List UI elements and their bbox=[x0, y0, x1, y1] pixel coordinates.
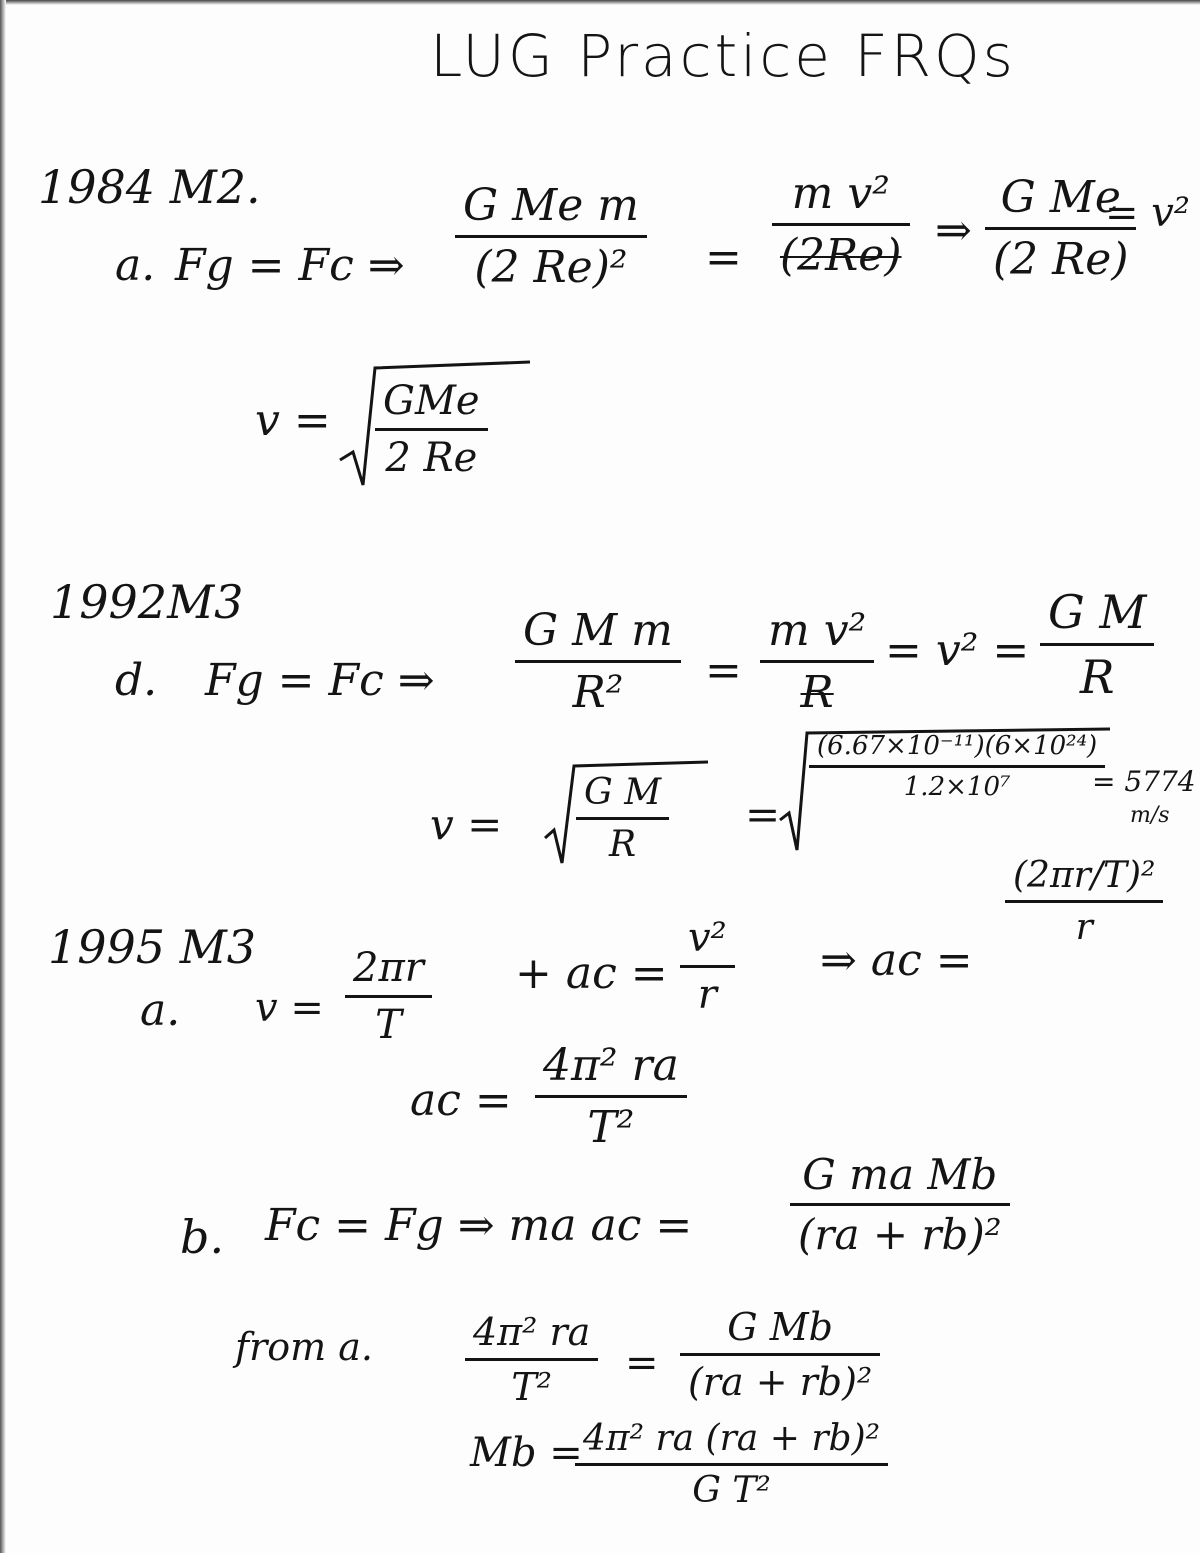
fraction-4pi2ra-t2-b bbox=[465, 1310, 598, 1409]
equation-fg-fc: Fg = Fc ⇒ bbox=[175, 240, 405, 291]
numerator: m v² bbox=[768, 605, 867, 656]
fraction-bar bbox=[465, 1358, 598, 1361]
numerator: G ma Mb bbox=[802, 1150, 998, 1199]
sqrt-gme-2re bbox=[335, 360, 535, 490]
denominator: (2 Re) bbox=[993, 234, 1129, 285]
fraction-bar bbox=[680, 1353, 880, 1356]
fraction-bar bbox=[455, 235, 647, 238]
fraction-bar bbox=[790, 1203, 1010, 1206]
numerator: G M m bbox=[523, 605, 673, 656]
denominator: T² bbox=[587, 1102, 635, 1153]
denominator: G T² bbox=[692, 1470, 771, 1511]
fraction-bar bbox=[576, 817, 669, 820]
fraction-gm-r bbox=[1040, 585, 1154, 704]
equation-fc-fg: Fc = Fg ⇒ ma ac = bbox=[265, 1200, 693, 1251]
v-equals-2: v = bbox=[430, 800, 503, 849]
denominator: R bbox=[608, 824, 637, 865]
equals-sign: = bbox=[745, 790, 781, 839]
problem-label-1995: 1995 M3 bbox=[48, 920, 257, 974]
v-equals: v = bbox=[255, 395, 331, 446]
denominator: R² bbox=[572, 667, 624, 718]
fraction-bar bbox=[772, 223, 910, 226]
fraction-bar bbox=[680, 965, 735, 968]
numerator: m v² bbox=[791, 168, 890, 219]
numerator: G Me m bbox=[463, 180, 639, 231]
part-b-label: b. bbox=[180, 1210, 225, 1264]
equation-fg-fc-2: Fg = Fc ⇒ bbox=[205, 655, 435, 706]
fraction-bar bbox=[535, 1095, 687, 1098]
fraction-2pir-t-squared-over-r bbox=[1005, 855, 1163, 948]
sqrt-numeric bbox=[775, 725, 1115, 855]
fraction-bar bbox=[1040, 643, 1154, 646]
fraction-bar bbox=[575, 1463, 888, 1466]
part-d-label: d. bbox=[115, 655, 158, 706]
denominator: (ra + rb)² bbox=[798, 1210, 1002, 1259]
fraction-bar bbox=[375, 428, 488, 431]
paper-left-edge bbox=[0, 0, 6, 1553]
fraction-bar bbox=[515, 660, 681, 663]
equals-v2: = v² bbox=[1105, 190, 1190, 236]
numerator: G Mb bbox=[727, 1305, 833, 1349]
denominator: T² bbox=[511, 1365, 552, 1409]
part-a-label-2: a. bbox=[140, 985, 181, 1036]
v-equals-3: v = bbox=[255, 985, 324, 1031]
implies-ac-equals: ⇒ ac = bbox=[820, 935, 973, 986]
numerator: 4π² ra bbox=[543, 1040, 679, 1091]
fraction-gmm-r2 bbox=[515, 605, 681, 718]
sqrt-gm-r bbox=[540, 758, 710, 868]
fraction-2pir-t bbox=[345, 945, 432, 1048]
denominator: (ra + rb)² bbox=[688, 1360, 873, 1404]
fraction-under-root bbox=[809, 731, 1105, 802]
fraction-bar bbox=[1005, 900, 1163, 903]
numerator: 4π² ra bbox=[473, 1310, 591, 1354]
fraction-bar bbox=[345, 995, 432, 998]
ac-equals: ac = bbox=[410, 1075, 512, 1126]
equals-sign: = bbox=[705, 645, 742, 696]
fraction-under-root bbox=[576, 772, 669, 865]
fraction-gmem bbox=[455, 180, 647, 293]
fraction-bar bbox=[809, 765, 1105, 768]
paper-top-edge bbox=[0, 0, 1200, 5]
denominator: T bbox=[375, 1002, 402, 1048]
denominator: (2 Re)² bbox=[474, 242, 628, 293]
fraction-gmb bbox=[680, 1305, 880, 1404]
part-a-label: a. bbox=[115, 240, 156, 291]
fraction-gmamb bbox=[790, 1150, 1010, 1259]
fraction-bar bbox=[760, 660, 874, 663]
page-title: LUG Practice FRQs bbox=[430, 22, 1016, 90]
implies-arrow: ⇒ bbox=[935, 205, 972, 256]
plus-ac-equals: + ac = bbox=[515, 948, 668, 999]
numerator: v² bbox=[688, 915, 727, 961]
problem-label-1984: 1984 M2. bbox=[38, 160, 261, 214]
numerator: G M bbox=[1048, 585, 1147, 639]
denominator: 1.2×10⁷ bbox=[903, 772, 1011, 802]
from-a-note: from a. bbox=[235, 1325, 373, 1369]
denominator: r bbox=[1075, 907, 1093, 948]
denominator: 2 Re bbox=[385, 435, 478, 481]
equals-sign: = bbox=[705, 232, 742, 283]
denominator: R bbox=[800, 667, 834, 718]
denominator: r bbox=[697, 972, 717, 1018]
numerator: G M bbox=[584, 772, 662, 813]
equals-sign: = bbox=[625, 1340, 659, 1386]
numerator: G Me bbox=[1000, 172, 1121, 223]
numerator: (2πr/T)² bbox=[1013, 855, 1156, 896]
numerator: 4π² ra (ra + rb)² bbox=[583, 1418, 881, 1459]
denominator: R bbox=[1079, 650, 1115, 704]
fraction-mb-result bbox=[575, 1418, 888, 1511]
numerator: (6.67×10⁻¹¹)(6×10²⁴) bbox=[817, 731, 1098, 761]
velocity-unit: m/s bbox=[1130, 803, 1170, 828]
fraction-4pi2ra-t2 bbox=[535, 1040, 687, 1153]
fraction-v2-r bbox=[680, 915, 735, 1018]
mb-equals: Mb = bbox=[470, 1430, 583, 1476]
velocity-result: = 5774 bbox=[1092, 765, 1196, 798]
problem-label-1992: 1992M3 bbox=[50, 575, 244, 629]
numerator: GMe bbox=[383, 378, 480, 424]
equals-v2-equals: = v² = bbox=[885, 625, 1030, 676]
fraction-mv2 bbox=[772, 168, 910, 281]
fraction-under-root bbox=[375, 378, 488, 481]
fraction-mv2-r bbox=[760, 605, 874, 718]
denominator: (2Re) bbox=[780, 230, 902, 281]
numerator: 2πr bbox=[353, 945, 424, 991]
